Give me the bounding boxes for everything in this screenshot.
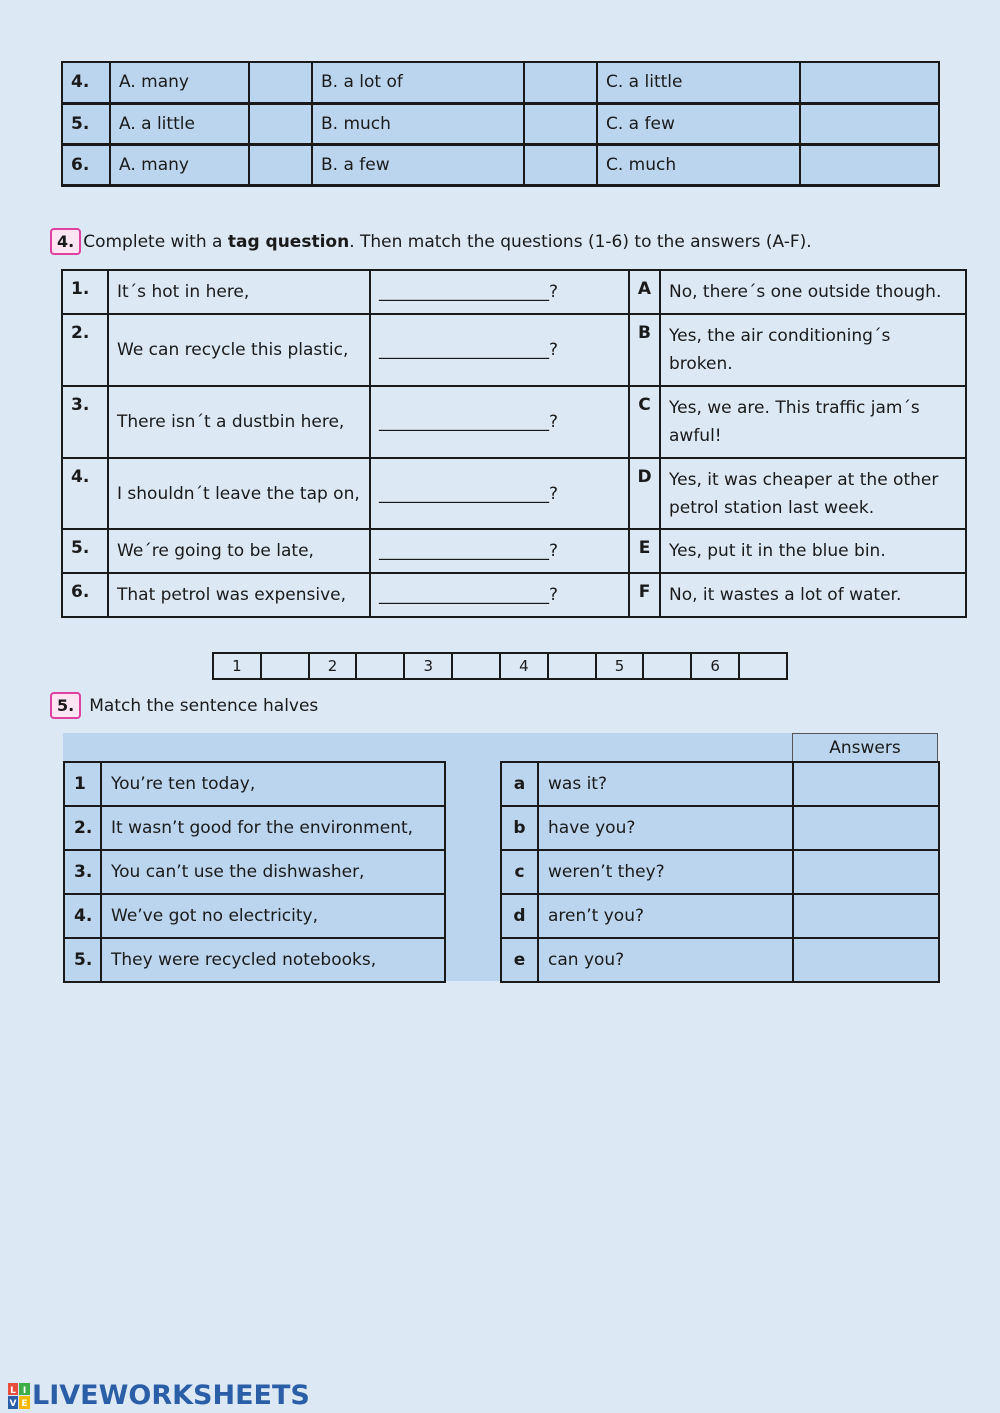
- first-half-row: [64, 762, 445, 806]
- logo-mark-letter-v: V: [9, 1398, 17, 1409]
- second-half-text: aren’t you?: [538, 894, 793, 938]
- second-half-text: have you?: [538, 806, 793, 850]
- answer-grid-number: 1: [213, 653, 261, 679]
- match-answer-box[interactable]: [793, 762, 939, 806]
- mc-answer-box-c[interactable]: [800, 103, 939, 144]
- second-half-row: [501, 762, 939, 806]
- mc-answer-box-a[interactable]: [249, 62, 312, 103]
- first-half-number: 5.: [64, 938, 101, 982]
- tag-question-blank[interactable]: ____________________?: [370, 529, 629, 573]
- second-half-letter: a: [501, 762, 538, 806]
- second-half-letter: e: [501, 938, 538, 982]
- first-half-text: It wasn’t good for the environment,: [101, 806, 445, 850]
- tag-question-text: I shouldn´t leave the tap on,: [108, 458, 370, 529]
- tag-answer-letter: E: [629, 529, 660, 573]
- exercise5-badge: 5.: [50, 692, 81, 719]
- first-half-text: We’ve got no electricity,: [101, 894, 445, 938]
- mc-option-c: C. a little: [597, 62, 800, 103]
- mc-option-b: B. a few: [312, 144, 524, 185]
- first-half-text: You can’t use the dishwasher,: [101, 850, 445, 894]
- answer-grid-number: 5: [596, 653, 644, 679]
- answer-grid-input[interactable]: [643, 653, 691, 679]
- tag-question-text: There isn´t a dustbin here,: [108, 386, 370, 458]
- tag-answer-letter: D: [629, 458, 660, 529]
- first-half-text: They were recycled notebooks,: [101, 938, 445, 982]
- mc-row: [62, 144, 939, 185]
- tag-question-number: 1.: [62, 270, 108, 314]
- second-half-text: can you?: [538, 938, 793, 982]
- second-half-row: [501, 806, 939, 850]
- tag-question-number: 6.: [62, 573, 108, 617]
- mc-answer-box-b[interactable]: [524, 103, 597, 144]
- exercise5-instruction: [50, 692, 318, 719]
- exercise5-instruction-text: Match the sentence halves: [89, 695, 319, 716]
- tag-answer-text: No, it wastes a lot of water.: [660, 573, 966, 617]
- mc-option-b: B. much: [312, 103, 524, 144]
- mc-option-a: A. a little: [110, 103, 249, 144]
- mc-answer-box-a[interactable]: [249, 103, 312, 144]
- sentence-first-halves: [63, 761, 446, 983]
- multiple-choice-table: [61, 61, 940, 187]
- exercise4-instruction-post: . Then match the questions (1-6) to the answers (A-F).: [349, 231, 812, 252]
- tag-answer-text: No, there´s one outside though.: [660, 270, 966, 314]
- mc-question-number: 5.: [62, 103, 110, 144]
- second-half-row: [501, 850, 939, 894]
- tag-question-blank[interactable]: ____________________?: [370, 573, 629, 617]
- match-answer-box[interactable]: [793, 850, 939, 894]
- tag-answer-text: Yes, put it in the blue bin.: [660, 529, 966, 573]
- tag-answer-text: Yes, the air conditioning´s broken.: [660, 314, 966, 386]
- tag-answer-letter: A: [629, 270, 660, 314]
- tag-question-table: [61, 269, 967, 618]
- first-half-text: You’re ten today,: [101, 762, 445, 806]
- logo-mark-letter-e: E: [21, 1398, 28, 1409]
- tag-question-blank[interactable]: ____________________?: [370, 270, 629, 314]
- first-half-row: [64, 850, 445, 894]
- second-half-letter: c: [501, 850, 538, 894]
- second-half-letter: b: [501, 806, 538, 850]
- exercise4-instruction: [50, 228, 812, 255]
- first-half-row: [64, 938, 445, 982]
- mc-question-number: 6.: [62, 144, 110, 185]
- liveworksheets-logo: [8, 1380, 310, 1411]
- exercise4-instruction-pre: Complete with a: [83, 231, 228, 252]
- first-half-number: 2.: [64, 806, 101, 850]
- answer-grid-number: 2: [309, 653, 357, 679]
- tag-answer-text: Yes, we are. This traffic jam´s awful!: [660, 386, 966, 458]
- first-half-row: [64, 806, 445, 850]
- first-half-number: 4.: [64, 894, 101, 938]
- tag-question-number: 2.: [62, 314, 108, 386]
- mc-option-b: B. a lot of: [312, 62, 524, 103]
- second-half-row: [501, 894, 939, 938]
- mc-option-a: A. many: [110, 144, 249, 185]
- mc-answer-box-c[interactable]: [800, 144, 939, 185]
- logo-mark-icon: [8, 1383, 30, 1409]
- mc-question-number: 4.: [62, 62, 110, 103]
- tag-question-blank[interactable]: ____________________?: [370, 314, 629, 386]
- mc-answer-box-a[interactable]: [249, 144, 312, 185]
- tag-question-row: [62, 458, 966, 529]
- exercise4-instruction-bold: tag question: [227, 231, 350, 252]
- tag-question-blank[interactable]: ____________________?: [370, 458, 629, 529]
- tag-question-text: It´s hot in here,: [108, 270, 370, 314]
- match-answer-box[interactable]: [793, 806, 939, 850]
- tag-question-row: [62, 573, 966, 617]
- second-half-text: was it?: [538, 762, 793, 806]
- answer-grid-input[interactable]: [356, 653, 404, 679]
- first-half-row: [64, 894, 445, 938]
- mc-answer-box-b[interactable]: [524, 144, 597, 185]
- logo-mark-letter-l: L: [10, 1385, 16, 1396]
- logo-mark-letter-i: I: [22, 1385, 27, 1396]
- mc-option-a: A. many: [110, 62, 249, 103]
- tag-question-number: 3.: [62, 386, 108, 458]
- second-half-row: [501, 938, 939, 982]
- sentence-second-halves: [500, 761, 940, 983]
- tag-answer-text: Yes, it was cheaper at the other petrol station last week.: [660, 458, 966, 529]
- tag-question-row: [62, 314, 966, 386]
- answer-grid-number: 4: [500, 653, 548, 679]
- answer-grid-input[interactable]: [261, 653, 309, 679]
- mc-row: [62, 62, 939, 103]
- tag-question-number: 4.: [62, 458, 108, 529]
- answer-grid: [212, 652, 788, 680]
- mc-answer-box-c[interactable]: [800, 62, 939, 103]
- tag-answer-letter: B: [629, 314, 660, 386]
- tag-question-row: [62, 386, 966, 458]
- match-answer-box[interactable]: [793, 938, 939, 982]
- second-half-letter: d: [501, 894, 538, 938]
- mc-option-c: C. much: [597, 144, 800, 185]
- tag-answer-letter: C: [629, 386, 660, 458]
- second-half-text: weren’t they?: [538, 850, 793, 894]
- first-half-number: 1: [64, 762, 101, 806]
- answer-grid-input[interactable]: [548, 653, 596, 679]
- first-half-number: 3.: [64, 850, 101, 894]
- tag-question-text: We can recycle this plastic,: [108, 314, 370, 386]
- mc-row: [62, 103, 939, 144]
- tag-question-number: 5.: [62, 529, 108, 573]
- answers-header: Answers: [792, 733, 938, 762]
- tag-question-row: [62, 529, 966, 573]
- tag-answer-letter: F: [629, 573, 660, 617]
- tag-question-text: We´re going to be late,: [108, 529, 370, 573]
- tag-question-blank[interactable]: ____________________?: [370, 386, 629, 458]
- answer-grid-input[interactable]: [739, 653, 787, 679]
- tag-question-text: That petrol was expensive,: [108, 573, 370, 617]
- mc-option-c: C. a few: [597, 103, 800, 144]
- answer-grid-input[interactable]: [452, 653, 500, 679]
- answer-grid-number: 3: [404, 653, 452, 679]
- exercise4-badge: 4.: [50, 228, 81, 255]
- mc-answer-box-b[interactable]: [524, 62, 597, 103]
- match-answer-box[interactable]: [793, 894, 939, 938]
- logo-text: LIVEWORKSHEETS: [32, 1380, 310, 1411]
- tag-question-row: [62, 270, 966, 314]
- answer-grid-number: 6: [691, 653, 739, 679]
